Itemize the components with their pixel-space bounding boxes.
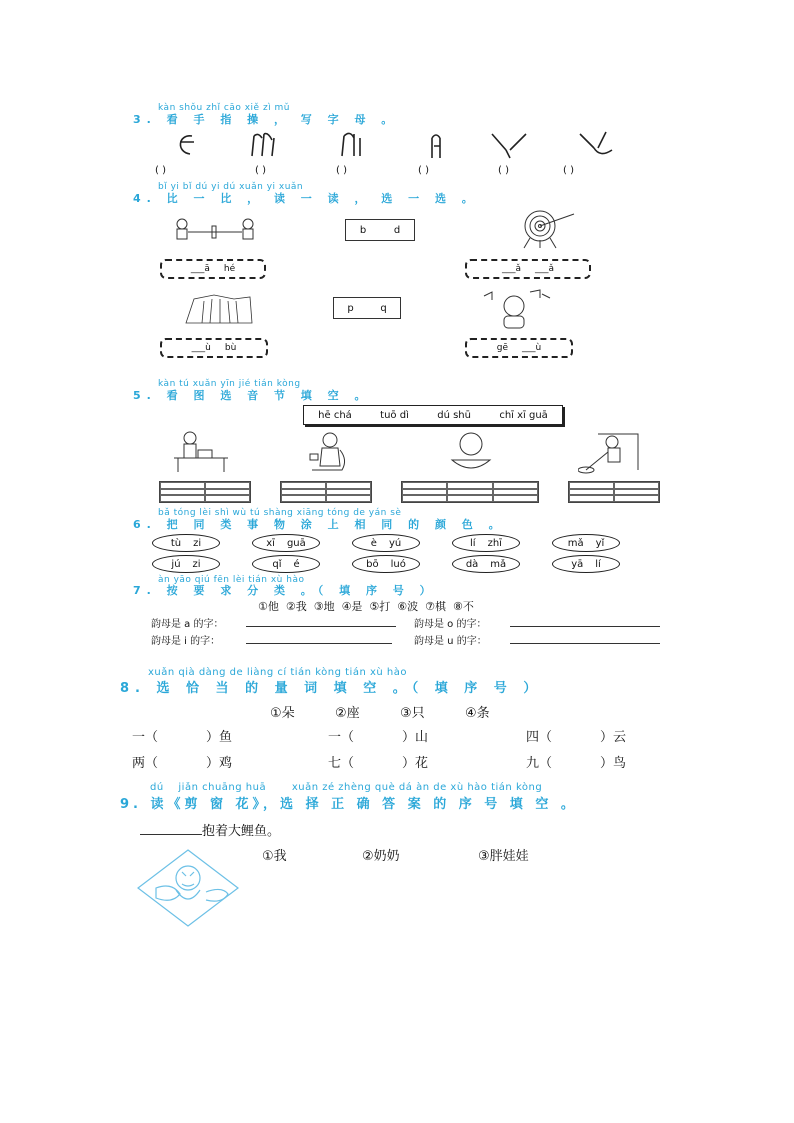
q8-option-4: ④条 <box>465 706 490 721</box>
q8-option-3: ③只 <box>400 706 425 721</box>
option-tuo-di: tuō dì <box>380 409 409 421</box>
q7-label-i: 韵母是 i 的字： <box>151 636 221 647</box>
q3-title: 3. 看 手 指 操 ， 写 字 母 。 <box>133 113 399 126</box>
option-chi-xi-gua: chī xī guā <box>499 409 548 421</box>
oval-dama[interactable]: dà mǎ <box>452 555 520 573</box>
hand-gesture-illustrations <box>170 128 630 164</box>
q8-title: 8. 选 恰 当 的 量 词 填 空 。（ 填 序 号 ） <box>120 681 543 696</box>
letter-b: b <box>359 224 367 236</box>
answer-syllable: hé <box>223 264 236 274</box>
q5-answer-grid-4[interactable] <box>568 481 660 503</box>
q4-answer-3[interactable] <box>160 338 268 358</box>
q3-pinyin: kàn shǒu zhǐ cāo xiě zì mǔ <box>158 103 290 113</box>
option-he-cha: hē chá <box>318 409 352 421</box>
q8-option-1: ①朵 <box>270 706 295 721</box>
q4-answer-2[interactable] <box>465 259 591 279</box>
q7-label-o: 韵母是 o 的字： <box>414 619 487 630</box>
q5-option-box <box>303 405 563 425</box>
oval-eyu[interactable]: è yú <box>352 534 420 552</box>
q8-item-2[interactable]: 一（ ）山 <box>328 730 429 745</box>
hand-c-icon <box>180 136 194 154</box>
singing-child-image <box>480 288 552 330</box>
q4-box-bd <box>345 219 415 241</box>
hand-v-icon <box>580 132 612 154</box>
answer-blank: ___ǎ <box>535 264 555 274</box>
boy-eating-watermelon-image <box>444 430 498 474</box>
oval-xigua[interactable]: xī guā <box>252 534 320 552</box>
answer-blank: ___ù <box>522 343 542 353</box>
q5-answer-grid-3[interactable] <box>401 481 539 503</box>
q7-pinyin: àn yāo qiú fēn lèi tián xù hào <box>158 575 305 585</box>
answer-syllable: bù <box>224 343 237 353</box>
q5-answer-grid-2[interactable] <box>280 481 372 503</box>
q4-answer-4[interactable] <box>465 338 573 358</box>
q3-paren-1[interactable]: ( ) <box>155 165 166 176</box>
q3-paren-3[interactable]: ( ) <box>336 165 347 176</box>
q8-item-5[interactable]: 七（ ）花 <box>328 756 429 771</box>
woman-drinking-tea-image <box>302 430 350 474</box>
q7-title: 7. 按 要 求 分 类 。（ 填 序 号 ） <box>133 584 437 597</box>
q4-box-pq <box>333 297 401 319</box>
hand-n-icon <box>342 133 360 156</box>
oval-qie[interactable]: qǐ é <box>252 555 320 573</box>
q7-options: ①他 ②我 ③地 ④是 ⑤打 ⑥波 ⑦棋 ⑧不 <box>258 600 474 613</box>
q7-label-u: 韵母是 u 的字： <box>414 636 487 647</box>
paper-cut-window-flower-image <box>136 848 240 928</box>
child-mopping-floor-image <box>578 430 644 474</box>
q4-title: 4. 比 一 比 ， 读 一 读 ， 选 一 选 。 <box>133 192 479 205</box>
q6-title: 6. 把 同 类 事 物 涂 上 相 同 的 颜 色 。 <box>133 518 506 531</box>
q9-option-3: ③胖娃娃 <box>478 849 529 864</box>
q9-title: 9. 读《剪 窗 花》，选 择 正 确 答 案 的 序 号 填 空 。 <box>120 797 578 812</box>
oval-juzi[interactable]: jú zi <box>152 555 220 573</box>
q6-pinyin: bǎ tóng lèi shì wù tú shàng xiāng tóng de yán sè <box>158 508 402 518</box>
q3-paren-4[interactable]: ( ) <box>418 165 429 176</box>
boy-reading-image <box>170 430 230 474</box>
q7-line-o[interactable] <box>510 626 660 627</box>
letter-d: d <box>393 224 401 236</box>
q5-title: 5. 看 图 选 音 节 填 空 。 <box>133 389 372 402</box>
q9-option-1: ①我 <box>262 849 287 864</box>
q3-paren-2[interactable]: ( ) <box>255 165 266 176</box>
option-du-shu: dú shū <box>437 409 471 421</box>
q7-line-u[interactable] <box>510 643 660 644</box>
hand-m-icon <box>252 134 274 156</box>
q3-paren-6[interactable]: ( ) <box>563 165 574 176</box>
q4-answer-1[interactable] <box>160 259 266 279</box>
two-kids-drinking-image <box>168 216 264 244</box>
q9-sentence-text: 抱着大鲤鱼。 <box>202 824 281 839</box>
q5-answer-grid-1[interactable] <box>159 481 251 503</box>
answer-blank: ___ù <box>191 343 211 353</box>
oval-lizhi[interactable]: lí zhī <box>452 534 520 552</box>
q9-blank[interactable] <box>140 822 202 835</box>
q9-option-2: ②奶奶 <box>362 849 400 864</box>
q8-pinyin: xuǎn qià dàng de liàng cí tián kòng tián xù hào <box>148 667 407 678</box>
q7-line-a[interactable] <box>246 626 396 627</box>
answer-syllable: gē <box>496 343 509 353</box>
q8-item-4[interactable]: 两（ ）鸡 <box>132 756 233 771</box>
q4-pinyin: bǐ yi bǐ dú yi dú xuǎn yi xuǎn <box>158 182 304 192</box>
oval-yali[interactable]: yā lí <box>552 555 620 573</box>
q8-item-3[interactable]: 四（ ）云 <box>526 730 627 745</box>
q9-sentence[interactable] <box>140 820 280 839</box>
hand-i-icon <box>432 135 440 158</box>
oval-tuzi[interactable]: tù zi <box>152 534 220 552</box>
q7-line-i[interactable] <box>246 643 392 644</box>
letter-p: p <box>347 302 354 314</box>
q7-label-a: 韵母是 a 的字： <box>151 619 224 630</box>
hand-y-icon <box>492 134 526 158</box>
oval-boluo[interactable]: bō luó <box>352 555 420 573</box>
answer-blank: ___ā <box>190 264 210 274</box>
q5-pinyin: kàn tú xuǎn yīn jié tián kòng <box>158 379 301 389</box>
q8-item-1[interactable]: 一（ ）鱼 <box>132 730 233 745</box>
letter-q: q <box>380 302 387 314</box>
waterfall-image <box>184 293 254 327</box>
q8-item-6[interactable]: 九（ ）鸟 <box>526 756 627 771</box>
answer-blank: ___ǎ <box>501 264 521 274</box>
archery-target-image <box>516 208 578 250</box>
q9-pinyin: dú jiǎn chuāng huā xuǎn zé zhèng què dá àn de xù hào tián kòng <box>150 782 543 793</box>
q3-paren-5[interactable]: ( ) <box>498 165 509 176</box>
oval-mayi[interactable]: mǎ yǐ <box>552 534 620 552</box>
q8-option-2: ②座 <box>335 706 360 721</box>
